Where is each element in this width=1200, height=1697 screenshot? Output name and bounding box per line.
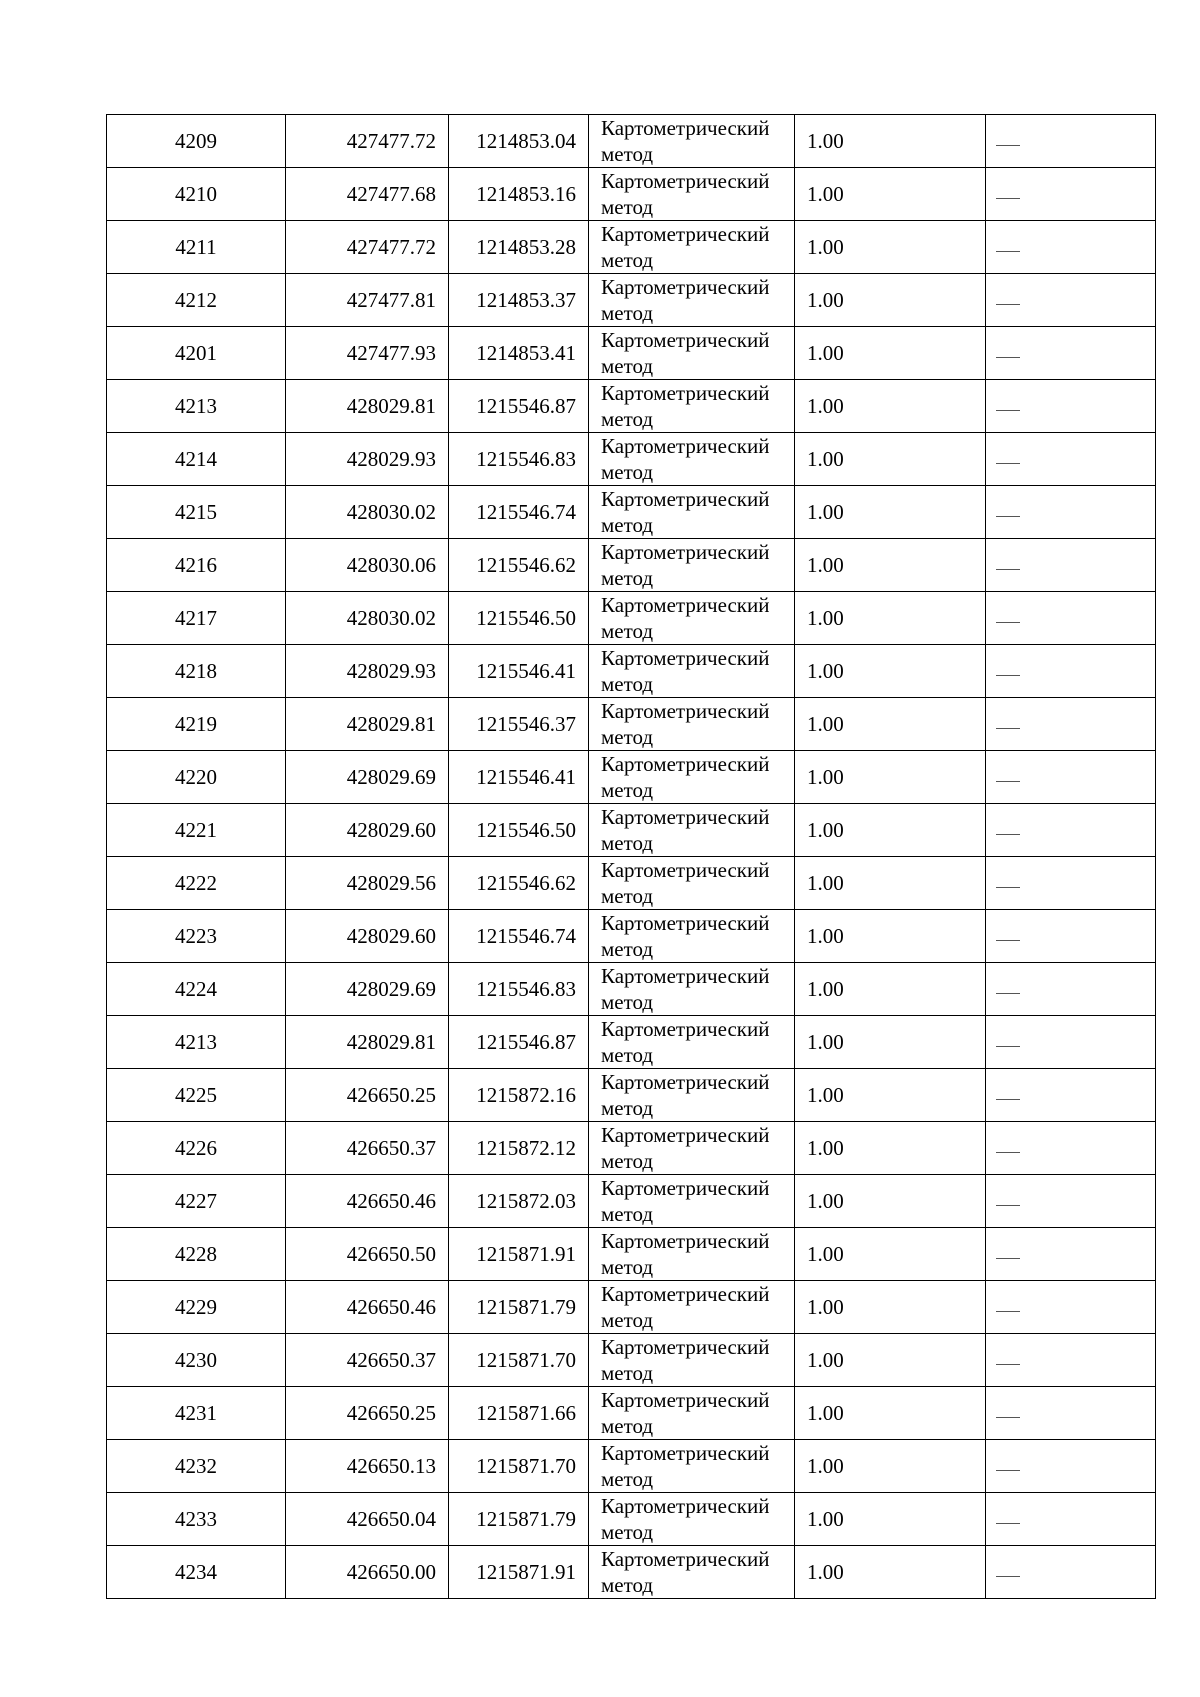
method-line-1: Картометрический [601,169,770,193]
accuracy-cell: 1.00 [795,433,986,486]
table-row [107,539,1156,592]
table-row [107,433,1156,486]
method-line-2: метод [601,831,654,855]
description-cell [986,645,1156,698]
method-cell [589,380,795,433]
method-cell [589,1016,795,1069]
description-cell [986,115,1156,168]
y-coordinate-cell: 1215871.79 [449,1493,589,1546]
method-line-2: метод [601,460,654,484]
method-cell [589,592,795,645]
x-coordinate-cell: 427477.72 [286,221,449,274]
y-coordinate-cell: 1215872.03 [449,1175,589,1228]
accuracy-cell: 1.00 [795,539,986,592]
y-coordinate-cell: 1215872.16 [449,1069,589,1122]
dash-mark [996,1576,1020,1577]
method-line-1: Картометрический [601,858,770,882]
dash-mark [996,569,1020,570]
y-coordinate-cell: 1214853.04 [449,115,589,168]
description-cell [986,433,1156,486]
y-coordinate-cell: 1215546.74 [449,486,589,539]
method-cell [589,433,795,486]
dash-mark [996,1099,1020,1100]
dash-mark [996,145,1020,146]
method-line-2: метод [601,619,654,643]
x-coordinate-cell: 426650.50 [286,1228,449,1281]
x-coordinate-cell: 426650.46 [286,1175,449,1228]
method-line-2: метод [601,566,654,590]
point-number-cell: 4231 [107,1387,286,1440]
point-number-cell: 4227 [107,1175,286,1228]
accuracy-cell: 1.00 [795,645,986,698]
accuracy-cell: 1.00 [795,1016,986,1069]
method-cell [589,539,795,592]
method-cell [589,1493,795,1546]
point-number-cell: 4219 [107,698,286,751]
table-row [107,1334,1156,1387]
point-number-cell: 4224 [107,963,286,1016]
method-line-1: Картометрический [601,1229,770,1253]
method-line-1: Картометрический [601,699,770,723]
description-cell [986,1440,1156,1493]
method-line-2: метод [601,672,654,696]
method-line-1: Картометрический [601,1494,770,1518]
table-row [107,115,1156,168]
y-coordinate-cell: 1215546.50 [449,804,589,857]
method-cell [589,1228,795,1281]
table-row [107,1546,1156,1599]
x-coordinate-cell: 426650.25 [286,1387,449,1440]
y-coordinate-cell: 1215871.91 [449,1546,589,1599]
dash-mark [996,993,1020,994]
accuracy-cell: 1.00 [795,486,986,539]
x-coordinate-cell: 428030.02 [286,486,449,539]
dash-mark [996,1470,1020,1471]
accuracy-cell: 1.00 [795,1334,986,1387]
accuracy-cell: 1.00 [795,804,986,857]
method-cell [589,221,795,274]
point-number-cell: 4213 [107,1016,286,1069]
method-line-2: метод [601,725,654,749]
table-row [107,380,1156,433]
accuracy-cell: 1.00 [795,1387,986,1440]
x-coordinate-cell: 428029.69 [286,751,449,804]
table-row [107,1493,1156,1546]
dash-mark [996,357,1020,358]
dash-mark [996,1205,1020,1206]
description-cell [986,751,1156,804]
method-line-1: Картометрический [601,328,770,352]
method-cell [589,804,795,857]
table-row [107,698,1156,751]
dash-mark [996,1523,1020,1524]
accuracy-cell: 1.00 [795,1122,986,1175]
method-line-1: Картометрический [601,911,770,935]
description-cell [986,274,1156,327]
description-cell [986,1493,1156,1546]
method-line-2: метод [601,1149,654,1173]
description-cell [986,804,1156,857]
x-coordinate-cell: 426650.37 [286,1122,449,1175]
description-cell [986,1175,1156,1228]
dash-mark [996,251,1020,252]
accuracy-cell: 1.00 [795,592,986,645]
method-line-2: метод [601,1520,654,1544]
y-coordinate-cell: 1214853.16 [449,168,589,221]
accuracy-cell: 1.00 [795,221,986,274]
y-coordinate-cell: 1215546.74 [449,910,589,963]
point-number-cell: 4201 [107,327,286,380]
point-number-cell: 4214 [107,433,286,486]
accuracy-cell: 1.00 [795,274,986,327]
point-number-cell: 4225 [107,1069,286,1122]
accuracy-cell: 1.00 [795,327,986,380]
accuracy-cell: 1.00 [795,1281,986,1334]
accuracy-cell: 1.00 [795,963,986,1016]
method-line-2: метод [601,937,654,961]
method-cell [589,910,795,963]
method-line-2: метод [601,195,654,219]
description-cell [986,1546,1156,1599]
method-line-1: Картометрический [601,1388,770,1412]
y-coordinate-cell: 1215871.79 [449,1281,589,1334]
dash-mark [996,940,1020,941]
point-number-cell: 4226 [107,1122,286,1175]
dash-mark [996,1258,1020,1259]
method-line-1: Картометрический [601,646,770,670]
y-coordinate-cell: 1215871.91 [449,1228,589,1281]
method-line-2: метод [601,354,654,378]
description-cell [986,1334,1156,1387]
description-cell [986,1281,1156,1334]
accuracy-cell: 1.00 [795,1493,986,1546]
method-cell [589,751,795,804]
method-line-2: метод [601,1308,654,1332]
point-number-cell: 4218 [107,645,286,698]
table-row [107,327,1156,380]
accuracy-cell: 1.00 [795,115,986,168]
x-coordinate-cell: 426650.00 [286,1546,449,1599]
y-coordinate-cell: 1214853.41 [449,327,589,380]
method-cell [589,168,795,221]
x-coordinate-cell: 427477.93 [286,327,449,380]
y-coordinate-cell: 1214853.28 [449,221,589,274]
table-row [107,221,1156,274]
point-number-cell: 4217 [107,592,286,645]
method-line-2: метод [601,1202,654,1226]
x-coordinate-cell: 428029.93 [286,645,449,698]
method-cell [589,1334,795,1387]
method-cell [589,645,795,698]
x-coordinate-cell: 427477.68 [286,168,449,221]
description-cell [986,698,1156,751]
point-number-cell: 4216 [107,539,286,592]
point-number-cell: 4213 [107,380,286,433]
point-number-cell: 4232 [107,1440,286,1493]
y-coordinate-cell: 1215546.87 [449,380,589,433]
method-cell [589,857,795,910]
method-line-1: Картометрический [601,1547,770,1571]
description-cell [986,486,1156,539]
method-line-2: метод [601,142,654,166]
description-cell [986,327,1156,380]
table-row [107,1281,1156,1334]
point-number-cell: 4212 [107,274,286,327]
x-coordinate-cell: 428029.81 [286,1016,449,1069]
point-number-cell: 4221 [107,804,286,857]
y-coordinate-cell: 1215871.70 [449,1440,589,1493]
y-coordinate-cell: 1215546.41 [449,751,589,804]
dash-mark [996,622,1020,623]
method-line-1: Картометрический [601,222,770,246]
accuracy-cell: 1.00 [795,698,986,751]
table-row [107,1122,1156,1175]
method-cell [589,327,795,380]
x-coordinate-cell: 426650.37 [286,1334,449,1387]
table-row [107,1175,1156,1228]
description-cell [986,910,1156,963]
method-line-2: метод [601,407,654,431]
method-line-1: Картометрический [601,1282,770,1306]
method-cell [589,486,795,539]
method-line-2: метод [601,513,654,537]
x-coordinate-cell: 428029.56 [286,857,449,910]
x-coordinate-cell: 428029.69 [286,963,449,1016]
accuracy-cell: 1.00 [795,1440,986,1493]
method-line-2: метод [601,1573,654,1597]
y-coordinate-cell: 1215546.50 [449,592,589,645]
method-line-1: Картометрический [601,1017,770,1041]
accuracy-cell: 1.00 [795,1228,986,1281]
point-number-cell: 4209 [107,115,286,168]
point-number-cell: 4230 [107,1334,286,1387]
method-cell [589,1546,795,1599]
method-line-1: Картометрический [601,1335,770,1359]
table-row [107,168,1156,221]
point-number-cell: 4233 [107,1493,286,1546]
method-cell [589,1069,795,1122]
method-line-1: Картометрический [601,434,770,458]
method-line-2: метод [601,1096,654,1120]
description-cell [986,1122,1156,1175]
y-coordinate-cell: 1215546.83 [449,963,589,1016]
point-number-cell: 4211 [107,221,286,274]
method-line-1: Картометрический [601,1441,770,1465]
x-coordinate-cell: 428029.60 [286,804,449,857]
description-cell [986,380,1156,433]
method-cell [589,1122,795,1175]
x-coordinate-cell: 428030.02 [286,592,449,645]
dash-mark [996,781,1020,782]
description-cell [986,539,1156,592]
x-coordinate-cell: 426650.25 [286,1069,449,1122]
accuracy-cell: 1.00 [795,751,986,804]
x-coordinate-cell: 427477.81 [286,274,449,327]
x-coordinate-cell: 428029.81 [286,380,449,433]
dash-mark [996,463,1020,464]
method-cell [589,115,795,168]
method-line-1: Картометрический [601,1176,770,1200]
method-line-2: метод [601,778,654,802]
method-line-2: метод [601,1255,654,1279]
y-coordinate-cell: 1215546.87 [449,1016,589,1069]
point-number-cell: 4210 [107,168,286,221]
method-line-1: Картометрический [601,1123,770,1147]
method-line-1: Картометрический [601,116,770,140]
method-cell [589,698,795,751]
x-coordinate-cell: 426650.13 [286,1440,449,1493]
x-coordinate-cell: 428030.06 [286,539,449,592]
table-row [107,274,1156,327]
dash-mark [996,516,1020,517]
description-cell [986,221,1156,274]
y-coordinate-cell: 1215546.83 [449,433,589,486]
table-row [107,1440,1156,1493]
x-coordinate-cell: 428029.60 [286,910,449,963]
method-cell [589,1175,795,1228]
table-row [107,857,1156,910]
description-cell [986,592,1156,645]
x-coordinate-cell: 426650.46 [286,1281,449,1334]
x-coordinate-cell: 426650.04 [286,1493,449,1546]
method-cell [589,1387,795,1440]
accuracy-cell: 1.00 [795,380,986,433]
accuracy-cell: 1.00 [795,910,986,963]
dash-mark [996,1364,1020,1365]
description-cell [986,168,1156,221]
method-line-2: метод [601,301,654,325]
method-line-2: метод [601,1467,654,1491]
x-coordinate-cell: 428029.93 [286,433,449,486]
dash-mark [996,198,1020,199]
method-line-2: метод [601,1361,654,1385]
method-cell [589,274,795,327]
description-cell [986,857,1156,910]
table-row [107,1069,1156,1122]
y-coordinate-cell: 1215871.66 [449,1387,589,1440]
table-row [107,804,1156,857]
y-coordinate-cell: 1215872.12 [449,1122,589,1175]
method-line-1: Картометрический [601,540,770,564]
dash-mark [996,410,1020,411]
table-row [107,1228,1156,1281]
accuracy-cell: 1.00 [795,857,986,910]
method-line-2: метод [601,990,654,1014]
point-number-cell: 4215 [107,486,286,539]
method-line-1: Картометрический [601,381,770,405]
method-line-1: Картометрический [601,487,770,511]
table-row [107,963,1156,1016]
dash-mark [996,1152,1020,1153]
description-cell [986,1387,1156,1440]
method-line-1: Картометрический [601,275,770,299]
accuracy-cell: 1.00 [795,1546,986,1599]
description-cell [986,1069,1156,1122]
method-line-1: Картометрический [601,1070,770,1094]
accuracy-cell: 1.00 [795,168,986,221]
table-row [107,645,1156,698]
dash-mark [996,675,1020,676]
x-coordinate-cell: 428029.81 [286,698,449,751]
coordinates-table [106,114,1156,1599]
point-number-cell: 4223 [107,910,286,963]
accuracy-cell: 1.00 [795,1175,986,1228]
point-number-cell: 4229 [107,1281,286,1334]
point-number-cell: 4228 [107,1228,286,1281]
accuracy-cell: 1.00 [795,1069,986,1122]
method-line-1: Картометрический [601,593,770,617]
dash-mark [996,887,1020,888]
point-number-cell: 4220 [107,751,286,804]
point-number-cell: 4222 [107,857,286,910]
y-coordinate-cell: 1215546.41 [449,645,589,698]
y-coordinate-cell: 1215546.37 [449,698,589,751]
dash-mark [996,1311,1020,1312]
point-number-cell: 4234 [107,1546,286,1599]
description-cell [986,963,1156,1016]
method-line-1: Картометрический [601,752,770,776]
x-coordinate-cell: 427477.72 [286,115,449,168]
dash-mark [996,1417,1020,1418]
table-row [107,1016,1156,1069]
dash-mark [996,834,1020,835]
y-coordinate-cell: 1215871.70 [449,1334,589,1387]
table-row [107,751,1156,804]
coordinates-table-body [107,115,1156,1599]
method-cell [589,1281,795,1334]
method-cell [589,1440,795,1493]
dash-mark [996,1046,1020,1047]
method-line-2: метод [601,1043,654,1067]
y-coordinate-cell: 1214853.37 [449,274,589,327]
y-coordinate-cell: 1215546.62 [449,857,589,910]
description-cell [986,1016,1156,1069]
method-cell [589,963,795,1016]
table-row [107,592,1156,645]
method-line-2: метод [601,248,654,272]
dash-mark [996,304,1020,305]
method-line-2: метод [601,1414,654,1438]
table-row [107,486,1156,539]
method-line-1: Картометрический [601,805,770,829]
y-coordinate-cell: 1215546.62 [449,539,589,592]
method-line-1: Картометрический [601,964,770,988]
table-row [107,910,1156,963]
method-line-2: метод [601,884,654,908]
description-cell [986,1228,1156,1281]
dash-mark [996,728,1020,729]
table-row [107,1387,1156,1440]
